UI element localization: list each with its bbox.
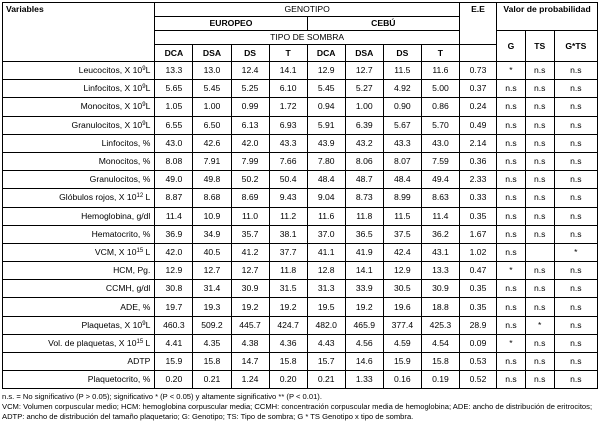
- value-cell: 6.50: [193, 116, 231, 134]
- table-row: [3, 189, 598, 207]
- ts-cell: [525, 243, 554, 261]
- value-cell: 12.9: [307, 62, 345, 80]
- value-cell: 4.59: [383, 334, 421, 352]
- value-cell: 15.8: [421, 353, 459, 371]
- value-cell: 15.7: [307, 353, 345, 371]
- footnote-abbreviations: VCM: Volumen corpuscular medio; HCM: hemoglobina corpuscular media; CCMH: concentración corpuscular media de hemoglobina; ADE: ancho de distribución de eritrocitos; ADTP: ancho de distribución del tamaño plaquetario; G: Genotipo; TS: Tipo de sombra; G * TS Genotipo x tipo de sombra.: [2, 401, 593, 421]
- ee-cell: 0.36: [459, 152, 496, 170]
- value-cell: 11.5: [383, 207, 421, 225]
- ee-cell: 0.35: [459, 280, 496, 298]
- value-cell: 37.7: [269, 243, 307, 261]
- value-cell: 41.9: [345, 243, 383, 261]
- value-cell: 8.07: [383, 152, 421, 170]
- gts-cell: n.s: [554, 80, 597, 98]
- value-cell: 8.63: [421, 189, 459, 207]
- gts-cell: n.s: [554, 371, 597, 389]
- value-cell: 36.5: [345, 225, 383, 243]
- value-cell: 5.70: [421, 116, 459, 134]
- value-cell: 5.25: [231, 80, 269, 98]
- value-cell: 8.68: [193, 189, 231, 207]
- value-cell: 14.7: [231, 353, 269, 371]
- value-cell: 12.4: [231, 62, 269, 80]
- value-cell: 12.7: [193, 262, 231, 280]
- value-cell: 4.92: [383, 80, 421, 98]
- value-cell: 4.35: [193, 334, 231, 352]
- value-cell: 19.3: [193, 298, 231, 316]
- value-cell: 12.9: [155, 262, 193, 280]
- g-cell: n.s: [497, 207, 526, 225]
- value-cell: 48.4: [383, 171, 421, 189]
- header-variables: Variables: [3, 3, 155, 62]
- ts-cell: n.s: [525, 334, 554, 352]
- table-container: [2, 2, 598, 421]
- value-cell: 34.9: [193, 225, 231, 243]
- ee-cell: 2.33: [459, 171, 496, 189]
- value-cell: 48.4: [307, 171, 345, 189]
- table-row: [3, 262, 598, 280]
- g-cell: n.s: [497, 98, 526, 116]
- ts-cell: n.s: [525, 353, 554, 371]
- table-row: [3, 207, 598, 225]
- table-row: [3, 80, 598, 98]
- value-cell: 12.8: [307, 262, 345, 280]
- value-cell: 11.5: [383, 62, 421, 80]
- value-cell: 41.1: [307, 243, 345, 261]
- gts-cell: n.s: [554, 116, 597, 134]
- value-cell: 49.4: [421, 171, 459, 189]
- ts-cell: *: [525, 316, 554, 334]
- value-cell: 12.7: [345, 62, 383, 80]
- value-cell: 11.0: [231, 207, 269, 225]
- value-cell: 15.8: [193, 353, 231, 371]
- value-cell: 19.6: [383, 298, 421, 316]
- g-cell: n.s: [497, 80, 526, 98]
- value-cell: 14.1: [345, 262, 383, 280]
- table-row: [3, 334, 598, 352]
- gts-cell: n.s: [554, 152, 597, 170]
- gts-cell: n.s: [554, 189, 597, 207]
- value-cell: 36.2: [421, 225, 459, 243]
- value-cell: 11.6: [421, 62, 459, 80]
- value-cell: 1.00: [345, 98, 383, 116]
- header-sub-ds: DS: [383, 45, 421, 62]
- value-cell: 13.3: [421, 262, 459, 280]
- ts-cell: n.s: [525, 262, 554, 280]
- value-cell: 50.2: [231, 171, 269, 189]
- row-variable-label: Linfocitos, X $10^9L$: [3, 80, 155, 98]
- ts-cell: n.s: [525, 62, 554, 80]
- header-genotipo: GENOTIPO: [155, 3, 460, 17]
- value-cell: 13.0: [193, 62, 231, 80]
- value-cell: 19.2: [269, 298, 307, 316]
- gts-cell: n.s: [554, 134, 597, 152]
- value-cell: 6.10: [269, 80, 307, 98]
- row-variable-label: Granulocitos, X $10^9L$: [3, 116, 155, 134]
- value-cell: 5.67: [383, 116, 421, 134]
- value-cell: 509.2: [193, 316, 231, 334]
- ts-cell: n.s: [525, 116, 554, 134]
- ee-cell: 0.52: [459, 371, 496, 389]
- ee-cell: 28.9: [459, 316, 496, 334]
- value-cell: 1.72: [269, 98, 307, 116]
- value-cell: 43.3: [269, 134, 307, 152]
- ts-cell: n.s: [525, 298, 554, 316]
- value-cell: 0.86: [421, 98, 459, 116]
- ee-cell: 0.09: [459, 334, 496, 352]
- ee-cell: 1.67: [459, 225, 496, 243]
- gts-cell: n.s: [554, 62, 597, 80]
- row-variable-label: Leucocitos, X $10^9L$: [3, 62, 155, 80]
- table-row: [3, 62, 598, 80]
- value-cell: 5.45: [307, 80, 345, 98]
- row-variable-label: Hematocrito, %: [3, 225, 155, 243]
- value-cell: 0.90: [383, 98, 421, 116]
- value-cell: 1.33: [345, 371, 383, 389]
- header-gts: G*TS: [554, 31, 597, 62]
- value-cell: 8.06: [345, 152, 383, 170]
- g-cell: n.s: [497, 316, 526, 334]
- value-cell: 8.87: [155, 189, 193, 207]
- value-cell: 30.8: [155, 280, 193, 298]
- value-cell: 5.27: [345, 80, 383, 98]
- row-variable-label: Hemoglobina, g/dl: [3, 207, 155, 225]
- ts-cell: n.s: [525, 98, 554, 116]
- value-cell: 15.9: [155, 353, 193, 371]
- value-cell: 12.9: [383, 262, 421, 280]
- g-cell: n.s: [497, 116, 526, 134]
- g-cell: n.s: [497, 371, 526, 389]
- value-cell: 15.8: [269, 353, 307, 371]
- ee-cell: 0.35: [459, 298, 496, 316]
- table-row: [3, 243, 598, 261]
- row-variable-label: HCM, Pg.: [3, 262, 155, 280]
- row-variable-label: Granulocitos, %: [3, 171, 155, 189]
- value-cell: 4.36: [269, 334, 307, 352]
- value-cell: 13.3: [155, 62, 193, 80]
- value-cell: 4.41: [155, 334, 193, 352]
- value-cell: 4.38: [231, 334, 269, 352]
- header-sub-dsa: DSA: [345, 45, 383, 62]
- value-cell: 6.13: [231, 116, 269, 134]
- value-cell: 43.0: [421, 134, 459, 152]
- table-row: [3, 116, 598, 134]
- ee-cell: 0.37: [459, 80, 496, 98]
- results-table: [2, 2, 598, 389]
- g-cell: n.s: [497, 353, 526, 371]
- row-variable-label: Plaquetocrito, %: [3, 371, 155, 389]
- footnote-significance: n.s. = No significativo (P > 0.05); significativo * (P < 0.05) y altamente significativo ** (P < 0.01).: [2, 392, 322, 402]
- header-valor-probabilidad: Valor de probabilidad: [497, 3, 598, 31]
- value-cell: 19.2: [231, 298, 269, 316]
- table-row: [3, 298, 598, 316]
- gts-cell: n.s: [554, 171, 597, 189]
- value-cell: 30.5: [383, 280, 421, 298]
- value-cell: 0.99: [231, 98, 269, 116]
- header-sub-dca: DCA: [307, 45, 345, 62]
- table-row: [3, 316, 598, 334]
- ee-cell: 0.33: [459, 189, 496, 207]
- value-cell: 43.0: [155, 134, 193, 152]
- g-cell: *: [497, 334, 526, 352]
- table-row: [3, 371, 598, 389]
- gts-cell: n.s: [554, 280, 597, 298]
- value-cell: 4.56: [345, 334, 383, 352]
- value-cell: 11.4: [421, 207, 459, 225]
- table-row: [3, 152, 598, 170]
- value-cell: 14.1: [269, 62, 307, 80]
- value-cell: 6.39: [345, 116, 383, 134]
- row-variable-label: Monocitos, X $10^9L$: [3, 98, 155, 116]
- row-variable-label: Monocitos, %: [3, 152, 155, 170]
- value-cell: 11.8: [345, 207, 383, 225]
- table-body: [3, 62, 598, 389]
- header-europeo: EUROPEO: [155, 17, 307, 31]
- value-cell: 31.3: [307, 280, 345, 298]
- value-cell: 0.21: [193, 371, 231, 389]
- ee-cell: 0.47: [459, 262, 496, 280]
- ee-cell: 0.73: [459, 62, 496, 80]
- ts-cell: n.s: [525, 80, 554, 98]
- value-cell: 0.16: [383, 371, 421, 389]
- header-tipo-sombra: TIPO DE SOMBRA: [155, 31, 460, 45]
- gts-cell: n.s: [554, 353, 597, 371]
- ts-cell: n.s: [525, 225, 554, 243]
- value-cell: 8.99: [383, 189, 421, 207]
- table-row: [3, 171, 598, 189]
- ee-cell: 0.49: [459, 116, 496, 134]
- ts-cell: n.s: [525, 207, 554, 225]
- g-cell: n.s: [497, 134, 526, 152]
- value-cell: 41.2: [231, 243, 269, 261]
- ts-cell: n.s: [525, 134, 554, 152]
- value-cell: 42.4: [383, 243, 421, 261]
- value-cell: 38.1: [269, 225, 307, 243]
- header-sub-t: T: [421, 45, 459, 62]
- value-cell: 42.0: [155, 243, 193, 261]
- value-cell: 37.0: [307, 225, 345, 243]
- value-cell: 43.1: [421, 243, 459, 261]
- value-cell: 42.6: [193, 134, 231, 152]
- value-cell: 6.55: [155, 116, 193, 134]
- value-cell: 31.5: [269, 280, 307, 298]
- value-cell: 5.00: [421, 80, 459, 98]
- gts-cell: n.s: [554, 98, 597, 116]
- g-cell: *: [497, 62, 526, 80]
- value-cell: 425.3: [421, 316, 459, 334]
- g-cell: n.s: [497, 225, 526, 243]
- value-cell: 18.8: [421, 298, 459, 316]
- gts-cell: n.s: [554, 207, 597, 225]
- header-sub-ds: DS: [231, 45, 269, 62]
- value-cell: 19.5: [307, 298, 345, 316]
- header-ee: E.E: [459, 3, 496, 45]
- value-cell: 14.6: [345, 353, 383, 371]
- g-cell: n.s: [497, 243, 526, 261]
- value-cell: 5.45: [193, 80, 231, 98]
- value-cell: 7.66: [269, 152, 307, 170]
- g-cell: n.s: [497, 152, 526, 170]
- row-variable-label: Vol. de plaquetas, X $10^{15}$ L: [3, 334, 155, 352]
- value-cell: 1.24: [231, 371, 269, 389]
- value-cell: 9.04: [307, 189, 345, 207]
- value-cell: 0.20: [269, 371, 307, 389]
- value-cell: 465.9: [345, 316, 383, 334]
- value-cell: 8.73: [345, 189, 383, 207]
- value-cell: 460.3: [155, 316, 193, 334]
- value-cell: 9.43: [269, 189, 307, 207]
- ts-cell: n.s: [525, 171, 554, 189]
- value-cell: 0.19: [421, 371, 459, 389]
- row-variable-label: Plaquetas, X $10^9L$: [3, 316, 155, 334]
- g-cell: n.s: [497, 280, 526, 298]
- header-cebu: CEBÚ: [307, 17, 459, 31]
- g-cell: n.s: [497, 171, 526, 189]
- value-cell: 19.7: [155, 298, 193, 316]
- value-cell: 30.9: [231, 280, 269, 298]
- gts-cell: n.s: [554, 316, 597, 334]
- ts-cell: n.s: [525, 371, 554, 389]
- value-cell: 33.9: [345, 280, 383, 298]
- value-cell: 50.4: [269, 171, 307, 189]
- value-cell: 49.8: [193, 171, 231, 189]
- gts-cell: n.s: [554, 298, 597, 316]
- row-variable-label: CCMH, g/dl: [3, 280, 155, 298]
- value-cell: 11.4: [155, 207, 193, 225]
- ts-cell: n.s: [525, 280, 554, 298]
- g-cell: *: [497, 262, 526, 280]
- value-cell: 31.4: [193, 280, 231, 298]
- value-cell: 10.9: [193, 207, 231, 225]
- value-cell: 35.7: [231, 225, 269, 243]
- value-cell: 48.7: [345, 171, 383, 189]
- value-cell: 11.6: [307, 207, 345, 225]
- value-cell: 43.2: [345, 134, 383, 152]
- table-row: [3, 225, 598, 243]
- value-cell: 482.0: [307, 316, 345, 334]
- value-cell: 424.7: [269, 316, 307, 334]
- value-cell: 0.20: [155, 371, 193, 389]
- value-cell: 11.8: [269, 262, 307, 280]
- value-cell: 43.3: [383, 134, 421, 152]
- footnotes: [2, 392, 598, 421]
- value-cell: 5.65: [155, 80, 193, 98]
- row-variable-label: ADE, %: [3, 298, 155, 316]
- header-ts: TS: [525, 31, 554, 62]
- value-cell: 7.99: [231, 152, 269, 170]
- value-cell: 12.7: [231, 262, 269, 280]
- value-cell: 43.9: [307, 134, 345, 152]
- gts-cell: *: [554, 243, 597, 261]
- ee-cell: 0.53: [459, 353, 496, 371]
- table-row: [3, 134, 598, 152]
- header-sub-dca: DCA: [155, 45, 193, 62]
- header-sub-t: T: [269, 45, 307, 62]
- value-cell: 0.21: [307, 371, 345, 389]
- gts-cell: n.s: [554, 262, 597, 280]
- header-ee-blank: [459, 45, 496, 62]
- value-cell: 1.05: [155, 98, 193, 116]
- ts-cell: n.s: [525, 189, 554, 207]
- value-cell: 36.9: [155, 225, 193, 243]
- value-cell: 30.9: [421, 280, 459, 298]
- value-cell: 42.0: [231, 134, 269, 152]
- value-cell: 8.08: [155, 152, 193, 170]
- value-cell: 40.5: [193, 243, 231, 261]
- value-cell: 6.93: [269, 116, 307, 134]
- value-cell: 377.4: [383, 316, 421, 334]
- value-cell: 37.5: [383, 225, 421, 243]
- table-row: [3, 353, 598, 371]
- gts-cell: n.s: [554, 225, 597, 243]
- value-cell: 8.69: [231, 189, 269, 207]
- table-row: [3, 280, 598, 298]
- value-cell: 0.94: [307, 98, 345, 116]
- ts-cell: n.s: [525, 152, 554, 170]
- value-cell: 4.54: [421, 334, 459, 352]
- row-variable-label: ADTP: [3, 353, 155, 371]
- gts-cell: n.s: [554, 334, 597, 352]
- value-cell: 15.9: [383, 353, 421, 371]
- value-cell: 5.91: [307, 116, 345, 134]
- table-row: [3, 98, 598, 116]
- value-cell: 49.0: [155, 171, 193, 189]
- header-sub-dsa: DSA: [193, 45, 231, 62]
- value-cell: 11.2: [269, 207, 307, 225]
- value-cell: 19.2: [345, 298, 383, 316]
- value-cell: 7.91: [193, 152, 231, 170]
- g-cell: n.s: [497, 298, 526, 316]
- value-cell: 1.00: [193, 98, 231, 116]
- header-g: G: [497, 31, 526, 62]
- value-cell: 445.7: [231, 316, 269, 334]
- ee-cell: 2.14: [459, 134, 496, 152]
- row-variable-label: Linfocitos, %: [3, 134, 155, 152]
- ee-cell: 0.35: [459, 207, 496, 225]
- g-cell: n.s: [497, 189, 526, 207]
- value-cell: 7.59: [421, 152, 459, 170]
- ee-cell: 0.24: [459, 98, 496, 116]
- ee-cell: 1.02: [459, 243, 496, 261]
- value-cell: 4.43: [307, 334, 345, 352]
- row-variable-label: Glóbulos rojos, X $10^{12}$ L: [3, 189, 155, 207]
- value-cell: 7.80: [307, 152, 345, 170]
- row-variable-label: VCM, X $10^{15}$ L: [3, 243, 155, 261]
